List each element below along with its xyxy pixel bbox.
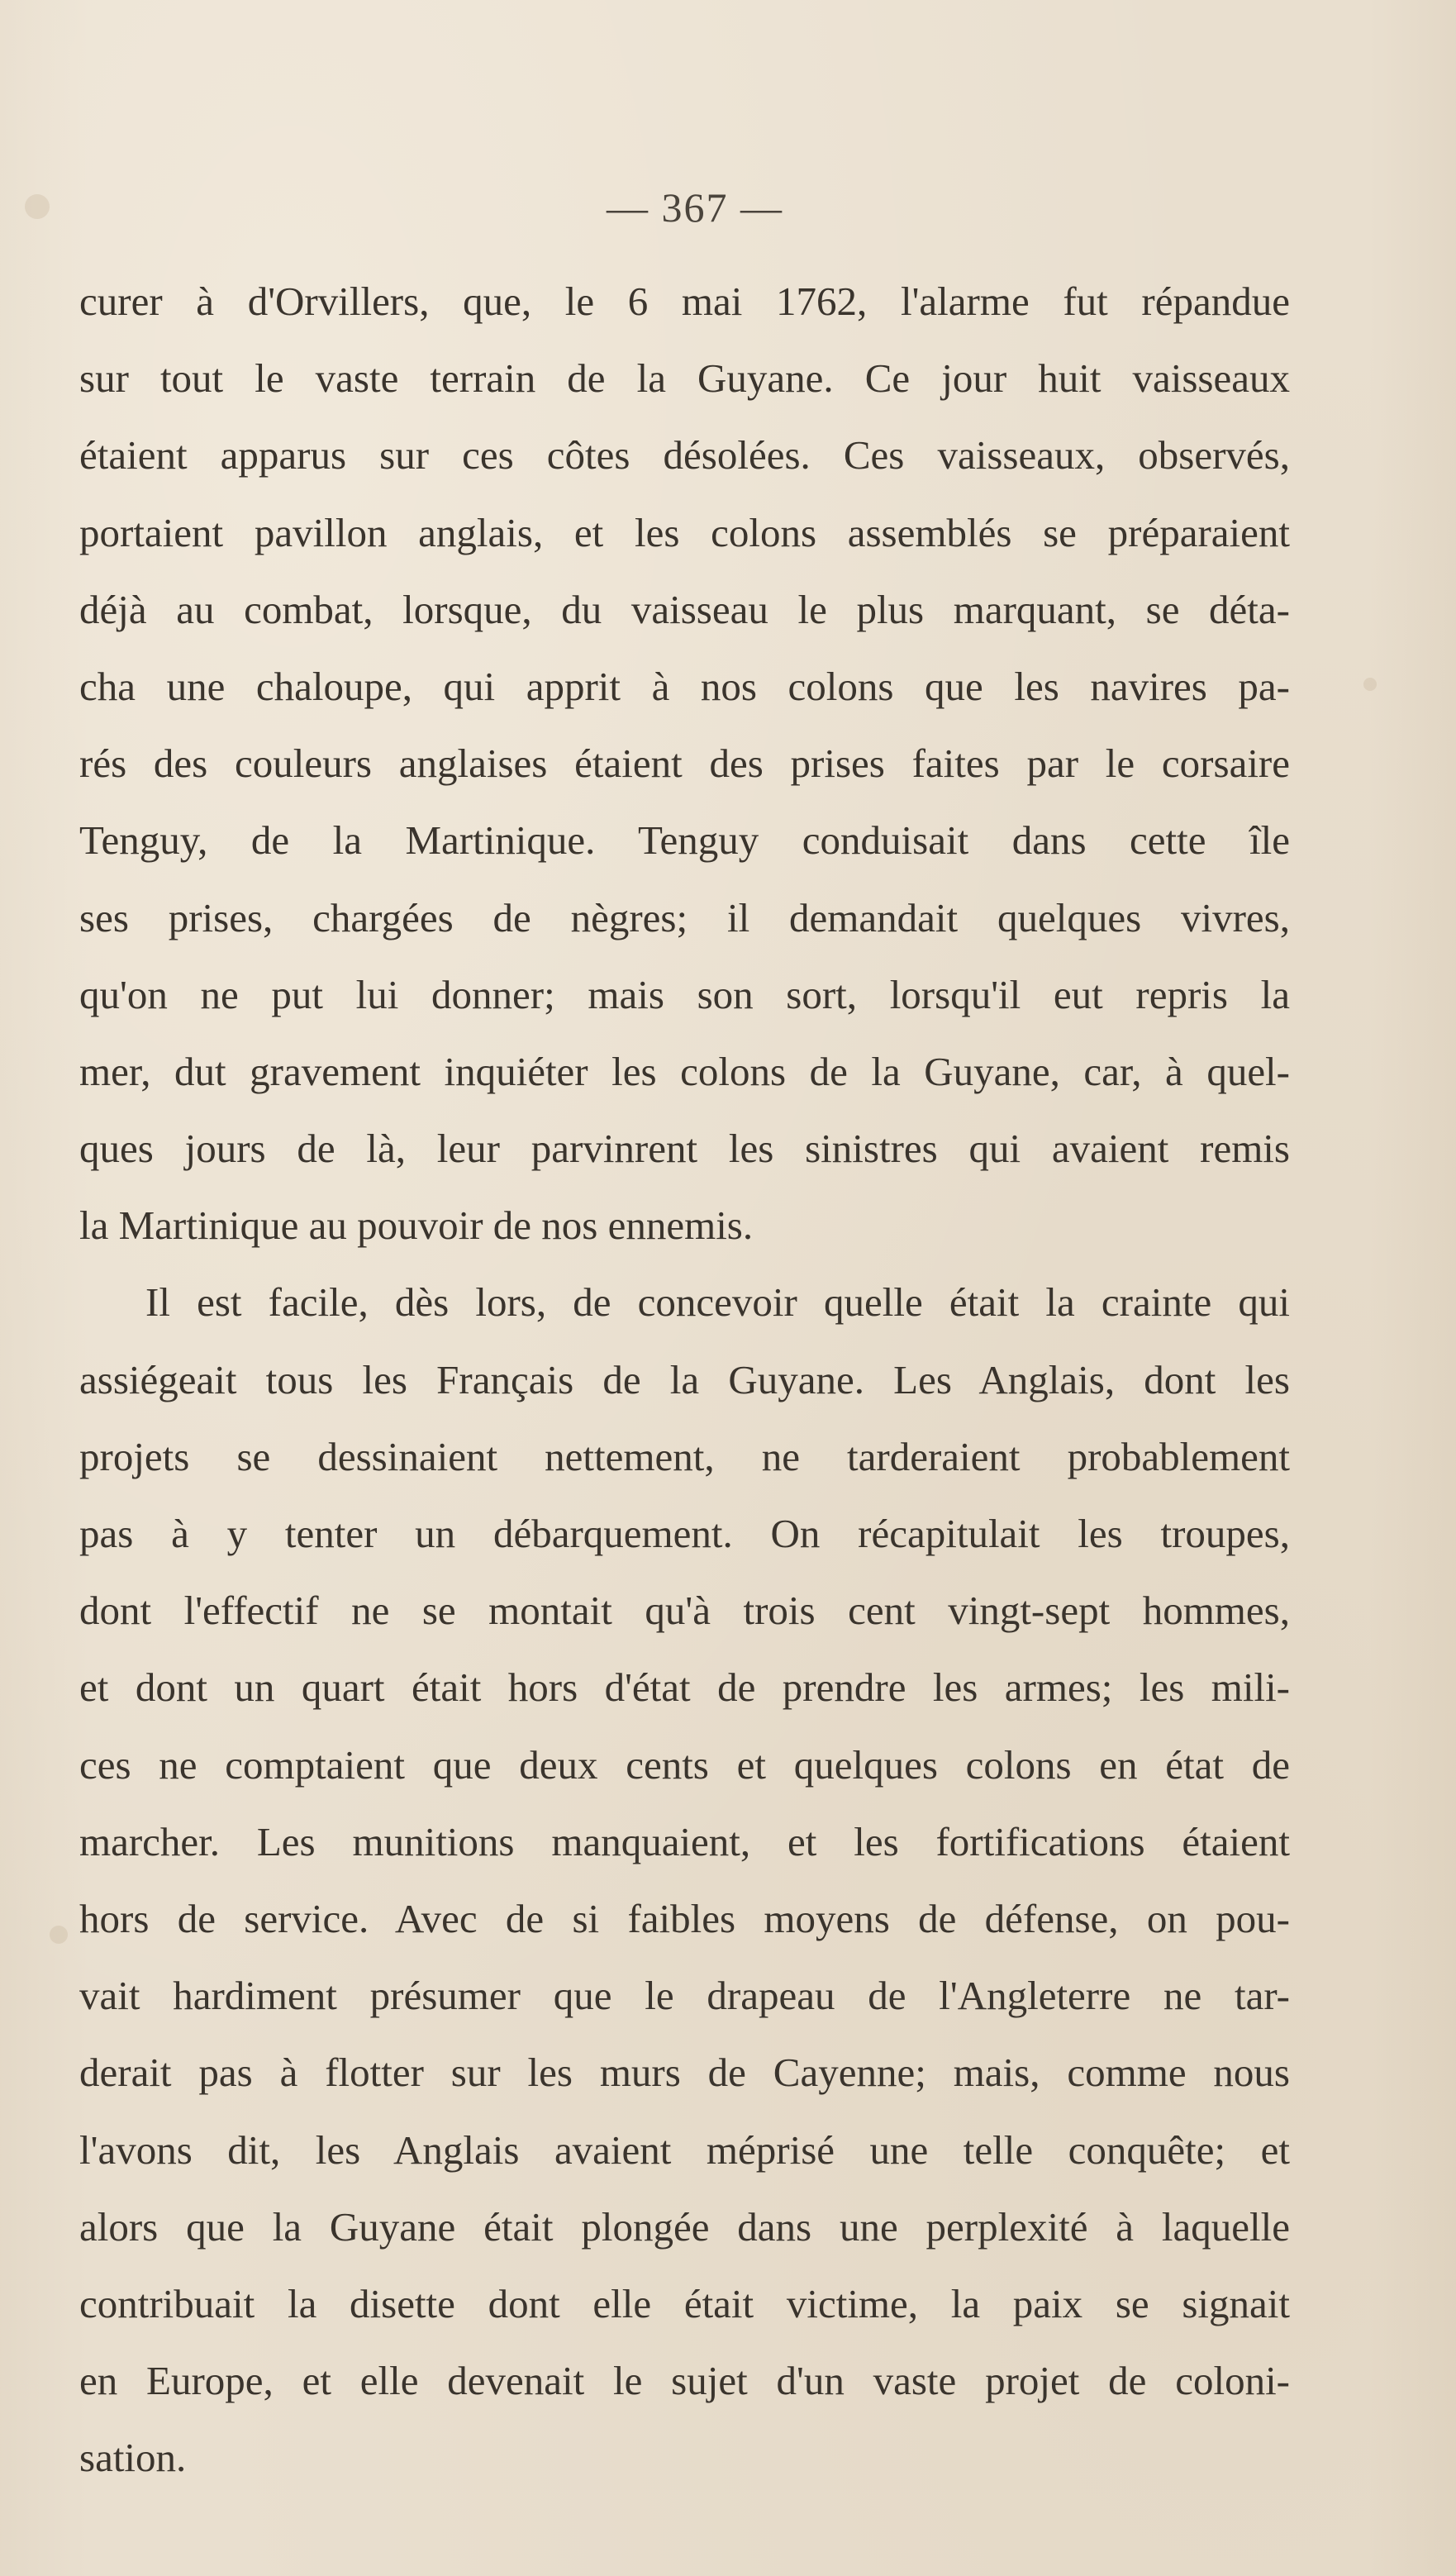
text-line: l'avons dit, les Anglais avaient méprisé une telle conquête; et (79, 2126, 1290, 2173)
text-line: sation. (79, 2435, 187, 2481)
text-line: assiégeait tous les Français de la Guyane. Les Anglais, dont les (79, 1356, 1290, 1402)
text-line: marcher. Les munitions manquaient, et les fortifications étaient (79, 1818, 1290, 1864)
text-line: pas à y tenter un débarquement. On récapitulait les troupes, (79, 1511, 1290, 1556)
text-line: mer, dut gravement inquiéter les colons de la Guyane, car, à quel- (79, 1048, 1290, 1094)
text-line: et dont un quart était hors d'état de prendre les armes; les mili- (79, 1664, 1290, 1711)
body-text (79, 263, 1290, 2496)
paper-stain (1363, 678, 1377, 691)
text-line: ses prises, chargées de nègres; il demandait quelques vivres, (79, 894, 1290, 940)
paper-stain (50, 1926, 68, 1944)
text-line: déjà au combat, lorsque, du vaisseau le plus marquant, se déta- (79, 586, 1290, 632)
text-line: rés des couleurs anglaises étaient des prises faites par le corsaire (79, 740, 1290, 787)
text-line: sur tout le vaste terrain de la Guyane. Ce jour huit vaisseaux (79, 355, 1290, 402)
text-line: étaient apparus sur ces côtes désolées. Ces vaisseaux, observés, (79, 432, 1290, 479)
text-line: projets se dessinaient nettement, ne tarderaient probablement (79, 1433, 1290, 1479)
text-line: qu'on ne put lui donner; mais son sort, lorsqu'il eut repris la (79, 971, 1290, 1017)
text-line: contribuait la disette dont elle était victime, la paix se signait (79, 2280, 1290, 2326)
text-line: vait hardiment présumer que le drapeau de l'Angleterre ne tar- (79, 1973, 1290, 2019)
page-number: — 367 — (607, 184, 783, 231)
text-line: la Martinique au pouvoir de nos ennemis. (79, 1202, 754, 1249)
text-line: dont l'effectif ne se montait qu'à trois cent vingt-sept hommes, (79, 1588, 1290, 1634)
text-line: ques jours de là, leur parvinrent les sinistres qui avaient remis (79, 1126, 1290, 1172)
text-line: alors que la Guyane était plongée dans une perplexité à laquelle (79, 2203, 1290, 2250)
text-line: portaient pavillon anglais, et les colons assemblés se préparaient (79, 509, 1290, 555)
text-line: curer à d'Orvillers, que, le 6 mai 1762, l'alarme fut répandue (79, 279, 1290, 324)
text-line: ces ne comptaient que deux cents et quelques colons en état de (79, 1741, 1290, 1788)
text-line: cha une chaloupe, qui apprit à nos colons que les navires pa- (79, 663, 1290, 709)
text-line: hors de service. Avec de si faibles moyens de défense, on pou- (79, 1895, 1290, 1941)
text-line: Il est facile, dès lors, de concevoir quelle était la crainte qui (145, 1279, 1290, 1326)
text-line: derait pas à flotter sur les murs de Cayenne; mais, comme nous (79, 2050, 1290, 2096)
text-line: en Europe, et elle devenait le sujet d'un vaste projet de coloni- (79, 2358, 1290, 2404)
text-line: Tenguy, de la Martinique. Tenguy conduisait dans cette île (79, 817, 1290, 864)
